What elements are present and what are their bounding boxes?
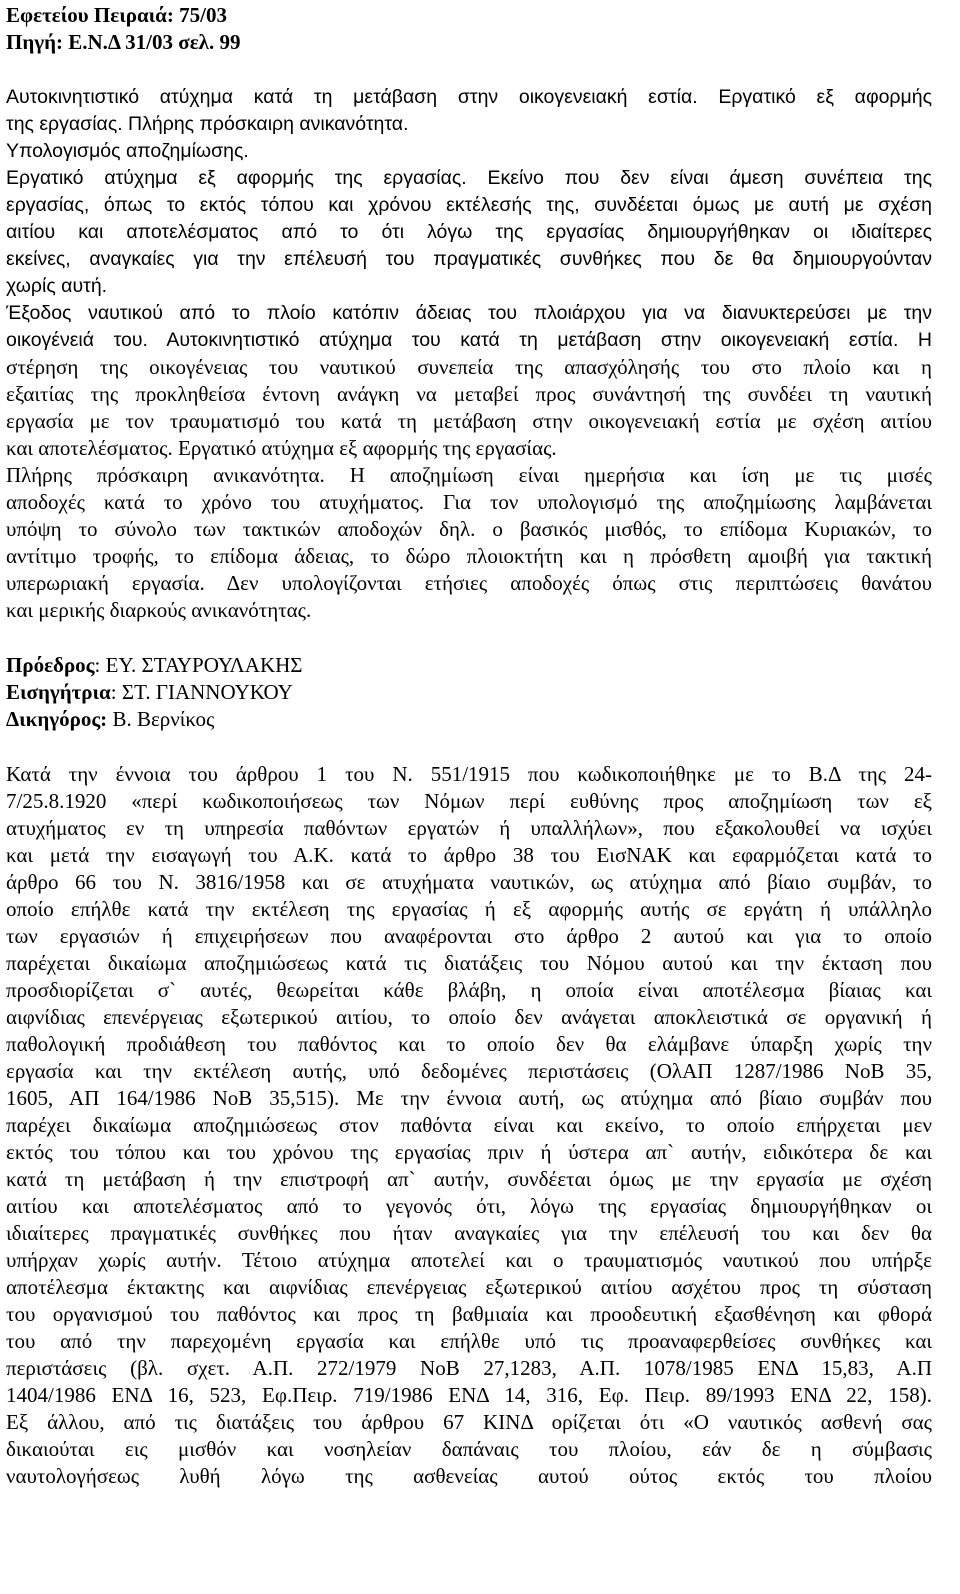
- summary-line: Αυτοκινητιστικό ατύχημα κατά τη μετάβαση στην οικογενειακή εστία. Εργατικό εξ αφορμής: [6, 86, 932, 108]
- body-line: παθολογική προδιάθεση του παθόντος και το οποίο δεν θα ελάμβανε ύπαρξη χωρίς την: [6, 1032, 932, 1056]
- body-line: Κατά την έννοια του άρθρου 1 του Ν. 551/1915 που κωδικοποιήθηκε με το Β.Δ της 24-: [6, 762, 932, 786]
- lawyer-name: Β. Βερνίκος: [107, 707, 215, 731]
- summary-line: εργασία με τον τραυματισμό του κατά τη μετάβαση στην οικογενειακή εστία με σχέση αιτίου: [6, 409, 932, 433]
- president-row: [6, 652, 303, 678]
- body-line: οποίο επήλθε κατά την εκτέλεση της εργασίας ή εξ αφορμής αυτής σε εργάτη ή υπάλληλο: [6, 897, 932, 921]
- case-reference: Εφετείου Πειραιά: 75/03: [6, 3, 227, 27]
- body-line: άρθρο 66 του Ν. 3816/1958 και σε ατυχήματα ναυτικών, ως ατύχημα από βίαιο συμβάν, το: [6, 870, 932, 894]
- body-line: Εξ άλλου, από τις διατάξεις του άρθρου 67 ΚΙΝΔ ορίζεται ότι «Ο ναυτικός ασθενή σας: [6, 1410, 932, 1434]
- summary-line: εξαιτίας της προκληθείσα έντονη ανάγκη να μεταβεί προς συνάντησή της συνδέει τη ναυτική: [6, 382, 932, 406]
- source-reference: Πηγή: Ε.Ν.Δ 31/03 σελ. 99: [6, 30, 241, 54]
- summary-line: υπόψη το σύνολο των τακτικών αποδοχών δηλ. ο βασικός μισθός, το επίδομα Κυριακών, το: [6, 517, 932, 541]
- body-line: παρέχεται δικαίωμα αποζημιώσεως κατά τις διατάξεις του Νόμου αυτού και την έκταση που: [6, 951, 932, 975]
- body-line: των εργασιών ή επιχειρήσεων που αναφέρονται στο άρθρο 2 αυτού και για το οποίο: [6, 924, 932, 948]
- body-line: αιτίου και αποτελέσματος από το γεγονός ότι, λόγω της εργασίας δημιουργήθηκαν οι: [6, 1194, 932, 1218]
- lawyer-row: [6, 706, 214, 732]
- summary-line: αποδοχές κατά το χρόνο του ατυχήματος. Για τον υπολογισμό της αποζημίωσης λαμβάνεται: [6, 490, 932, 514]
- rapporteur-label: Εισηγήτρια: [6, 680, 111, 704]
- body-line: 1605, ΑΠ 164/1986 ΝοΒ 35,515). Με την έννοια αυτή, ως ατύχημα από βίαιο συμβάν που: [6, 1086, 932, 1110]
- summary-line: Υπολογισμός αποζημίωσης.: [6, 140, 249, 162]
- summary-line: και αποτελέσματος. Εργατικό ατύχημα εξ αφορμής της εργασίας.: [6, 436, 557, 460]
- body-line: 1404/1986 ΕΝΔ 16, 523, Εφ.Πειρ. 719/1986 ΕΝΔ 14, 316, Εφ. Πειρ. 89/1993 ΕΝΔ 22, 158).: [6, 1383, 932, 1407]
- body-line: υπήρχαν χωρίς αυτήν. Τέτοιο ατύχημα αποτελεί και ο τραυματισμός ναυτικού που υπήρξε: [6, 1248, 932, 1272]
- body-line: 7/25.8.1920 «περί κωδικοποιήσεως των Νόμων περί ευθύνης προς αποζημίωση των εξ: [6, 789, 932, 813]
- body-line: δικαιούται εις μισθόν και νοσηλείαν δαπάναις του πλοίου, εάν δε η σύμβασις: [6, 1437, 932, 1461]
- body-line: του από την παρεχομένη εργασία και επήλθε υπό τις προαναφερθείσες συνθήκες και: [6, 1329, 932, 1353]
- summary-line: Πλήρης πρόσκαιρη ανικανότητα. Η αποζημίωση είναι ημερήσια και ίση με τις μισές: [6, 463, 932, 487]
- body-line: ατυχήματος εν τη υπηρεσία παθόντων εργατών ή υπαλλήλων», που εξακολουθεί να ισχύει: [6, 816, 932, 840]
- rapporteur-row: [6, 679, 293, 705]
- rapporteur-name: : ΣΤ. ΓΙΑΝΝΟΥΚΟΥ: [110, 680, 293, 704]
- body-line: περιστάσεις (βλ. σχετ. Α.Π. 272/1979 ΝοΒ 27,1283, Α.Π. 1078/1985 ΕΝΔ 15,83, Α.Π: [6, 1356, 932, 1380]
- summary-line: αιτίου και αποτελέσματος από το ότι λόγω της εργασίας δημιουργήθηκαν οι ιδιαίτερες: [6, 221, 932, 243]
- president-name: : ΕΥ. ΣΤΑΥΡΟΥΛΑΚΗΣ: [94, 653, 303, 677]
- lawyer-label: Δικηγόρος:: [6, 707, 108, 731]
- body-line: παρέχει δικαίωμα αποζημιώσεως στον παθόντα είναι και εκείνο, το οποίο επήρχεται μεν: [6, 1113, 932, 1137]
- body-line: αποτέλεσμα έκτακτης και αιφνίδιας επενέργειας εξωτερικού αιτίου ασχέτου προς τη σύσταση: [6, 1275, 932, 1299]
- body-line: του οργανισμού του παθόντος και προς τη βαθμιαία και προοδευτική εξασθένηση και φθορά: [6, 1302, 932, 1326]
- summary-line: της εργασίας. Πλήρης πρόσκαιρη ανικανότητα.: [6, 113, 409, 135]
- body-line: ιδιαίτερες πραγματικές συνθήκες που ήταν αναγκαίες για την επέλευσή του και δεν θα: [6, 1221, 932, 1245]
- summary-line: εργασίας, όπως το εκτός τόπου και χρόνου εκτέλεσής της, συνδέεται όμως με αυτή με σχέση: [6, 194, 932, 216]
- body-line: και μετά την εισαγωγή του Α.Κ. κατά το άρθρο 38 του ΕισΝΑΚ και εφαρμόζεται κατά το: [6, 843, 932, 867]
- summary-line: και μερικής διαρκούς ανικανότητας.: [6, 598, 312, 622]
- body-line: κατά τη μετάβαση ή την επιστροφή απ` αυτήν, συνδέεται όμως με την εργασία με σχέση: [6, 1167, 932, 1191]
- summary-line: Έξοδος ναυτικού από το πλοίο κατόπιν άδειας του πλοιάρχου για να διανυκτερεύσει με την: [6, 302, 932, 324]
- summary-line: υπερωριακή εργασία. Δεν υπολογίζονται ετήσιες αποδοχές όπως στις περιπτώσεις θανάτου: [6, 571, 932, 595]
- body-line: εργασία και την εκτέλεση αυτής, υπό δεδομένες περιστάσεις (ΟλΑΠ 1287/1986 ΝοΒ 35,: [6, 1059, 932, 1083]
- summary-line: οικογένειά του. Αυτοκινητιστικό ατύχημα του κατά τη μετάβαση στην οικογενειακή εστία. Η: [6, 329, 932, 351]
- summary-line: στέρηση της οικογένειας του ναυτικού συνεπεία της απασχόλησής του στο πλοίο και η: [6, 355, 932, 379]
- president-label: Πρόεδρος: [6, 653, 95, 677]
- summary-line: αντίτιμο τροφής, το επίδομα άδειας, το δώρο πλοιοκτήτη και η πρόσθετη αμοιβή για τακτική: [6, 544, 932, 568]
- body-line: ναυτολογήσεως λυθή λόγω της ασθενείας αυτού ούτος εκτός του πλοίου: [6, 1464, 932, 1488]
- summary-line: εκείνες, αναγκαίες για την επέλευσή του πραγματικές συνθήκες που δε θα δημιουργούνταν: [6, 248, 932, 270]
- body-line: προσδιορίζεται σ` αυτές, θεωρείται κάθε βλάβη, η οποία είναι αποτέλεσμα βίαιας και: [6, 978, 932, 1002]
- body-line: εκτός του τόπου και του χρόνου της εργασίας πριν ή ύστερα απ` αυτήν, ειδικότερα δε και: [6, 1140, 932, 1164]
- body-line: αιφνίδιας επενέργειας εξωτερικού αιτίου, το οποίο δεν ανάγεται αποκλειστικά σε οργανική ή: [6, 1005, 932, 1029]
- summary-line: χωρίς αυτή.: [6, 275, 108, 297]
- summary-line: Εργατικό ατύχημα εξ αφορμής της εργασίας. Εκείνο που δεν είναι άμεση συνέπεια της: [6, 167, 932, 189]
